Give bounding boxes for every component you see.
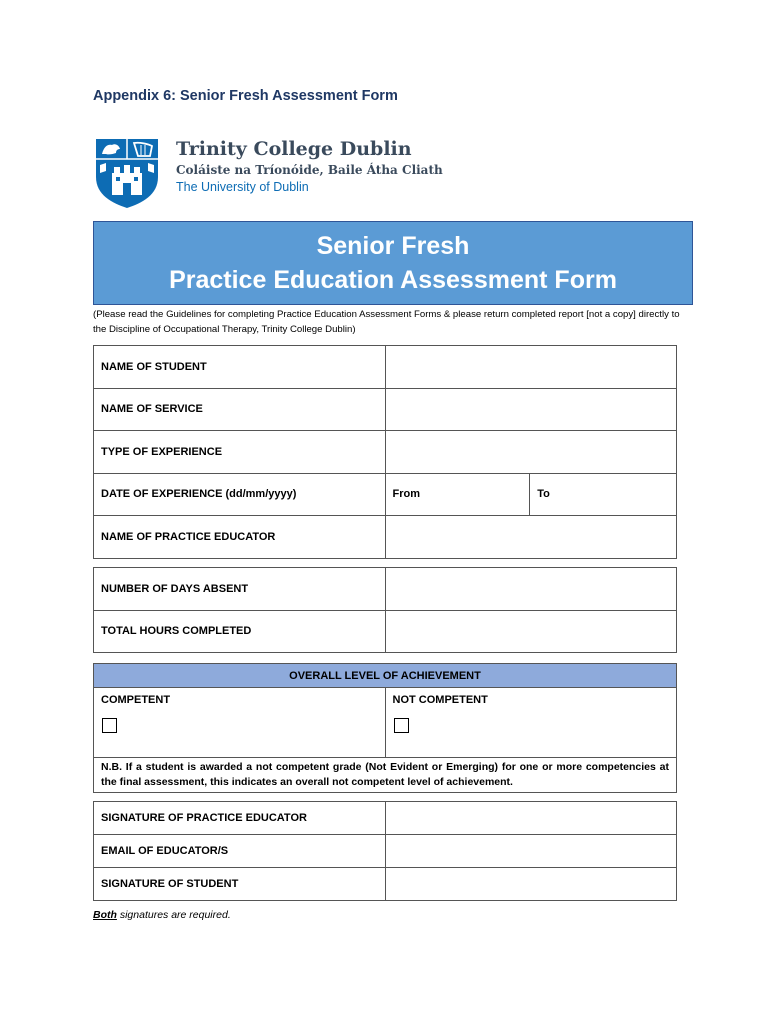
experience-date-label: DATE OF EXPERIENCE (dd/mm/yyyy) [94, 473, 386, 516]
educator-email-label: EMAIL OF EDUCATOR/S [94, 835, 386, 868]
college-crest-icon [94, 137, 160, 209]
footnote-text: signatures are required. [116, 909, 231, 921]
logo-university-name: Trinity College Dublin [176, 138, 412, 160]
student-signature-label: SIGNATURE OF STUDENT [94, 868, 386, 901]
table-row [94, 431, 677, 474]
achievement-table [93, 663, 677, 793]
experience-type-label: TYPE OF EXPERIENCE [94, 431, 386, 474]
footnote-emphasis: Both [93, 909, 117, 921]
competent-label: COMPETENT [101, 694, 171, 706]
table-row [94, 568, 677, 611]
service-name-field[interactable] [385, 388, 676, 431]
student-signature-field[interactable] [385, 868, 676, 901]
student-name-field[interactable] [385, 346, 676, 389]
educator-signature-label: SIGNATURE OF PRACTICE EDUCATOR [94, 802, 386, 835]
table-row [94, 388, 677, 431]
table-row [94, 835, 677, 868]
achievement-header: OVERALL LEVEL OF ACHIEVEMENT [94, 664, 677, 688]
educator-email-field[interactable] [385, 835, 676, 868]
student-details-table [93, 345, 677, 559]
banner-subtitle: Practice Education Assessment Form [169, 266, 617, 294]
days-absent-label: NUMBER OF DAYS ABSENT [94, 568, 386, 611]
table-row [94, 664, 677, 688]
logo-irish-name: Coláiste na Tríonóide, Baile Átha Cliath [176, 163, 443, 177]
educator-name-label: NAME OF PRACTICE EDUCATOR [94, 516, 386, 559]
banner-title: Senior Fresh [316, 232, 470, 260]
days-absent-field[interactable] [385, 568, 676, 611]
service-name-label: NAME OF SERVICE [94, 388, 386, 431]
competent-checkbox[interactable] [102, 718, 117, 733]
table-row [94, 758, 677, 793]
logo-tagline: The University of Dublin [176, 180, 309, 194]
table-row [94, 688, 677, 758]
achievement-note: N.B. If a student is awarded a not competent grade (Not Evident or Emerging) for one or more competencies at the final assessment, this indicates an overall not competent level of achievement. [94, 758, 677, 793]
hours-completed-label: TOTAL HOURS COMPLETED [94, 610, 386, 653]
table-row [94, 610, 677, 653]
not-competent-cell [385, 688, 677, 758]
signature-footnote [93, 909, 231, 921]
date-to-field[interactable]: To [530, 473, 677, 516]
form-title-banner [93, 221, 693, 305]
attendance-table [93, 567, 677, 653]
university-logo [94, 137, 443, 211]
experience-type-field[interactable] [385, 431, 676, 474]
table-row [94, 516, 677, 559]
table-row [94, 868, 677, 901]
educator-signature-field[interactable] [385, 802, 676, 835]
instructions-text: (Please read the Guidelines for completing Practice Education Assessment Forms & please return completed report [not a copy] directly to the Discipline of Occupational Therapy, Trinity College Dublin) [93, 309, 680, 335]
appendix-title: Appendix 6: Senior Fresh Assessment Form [93, 88, 398, 104]
signatures-table [93, 801, 677, 901]
table-row [94, 346, 677, 389]
not-competent-checkbox[interactable] [394, 718, 409, 733]
table-row [94, 473, 677, 516]
table-row [94, 802, 677, 835]
educator-name-field[interactable] [385, 516, 676, 559]
competent-cell [94, 688, 386, 758]
date-from-field[interactable]: From [385, 473, 530, 516]
not-competent-label: NOT COMPETENT [392, 694, 488, 706]
hours-completed-field[interactable] [385, 610, 676, 653]
student-name-label: NAME OF STUDENT [94, 346, 386, 389]
